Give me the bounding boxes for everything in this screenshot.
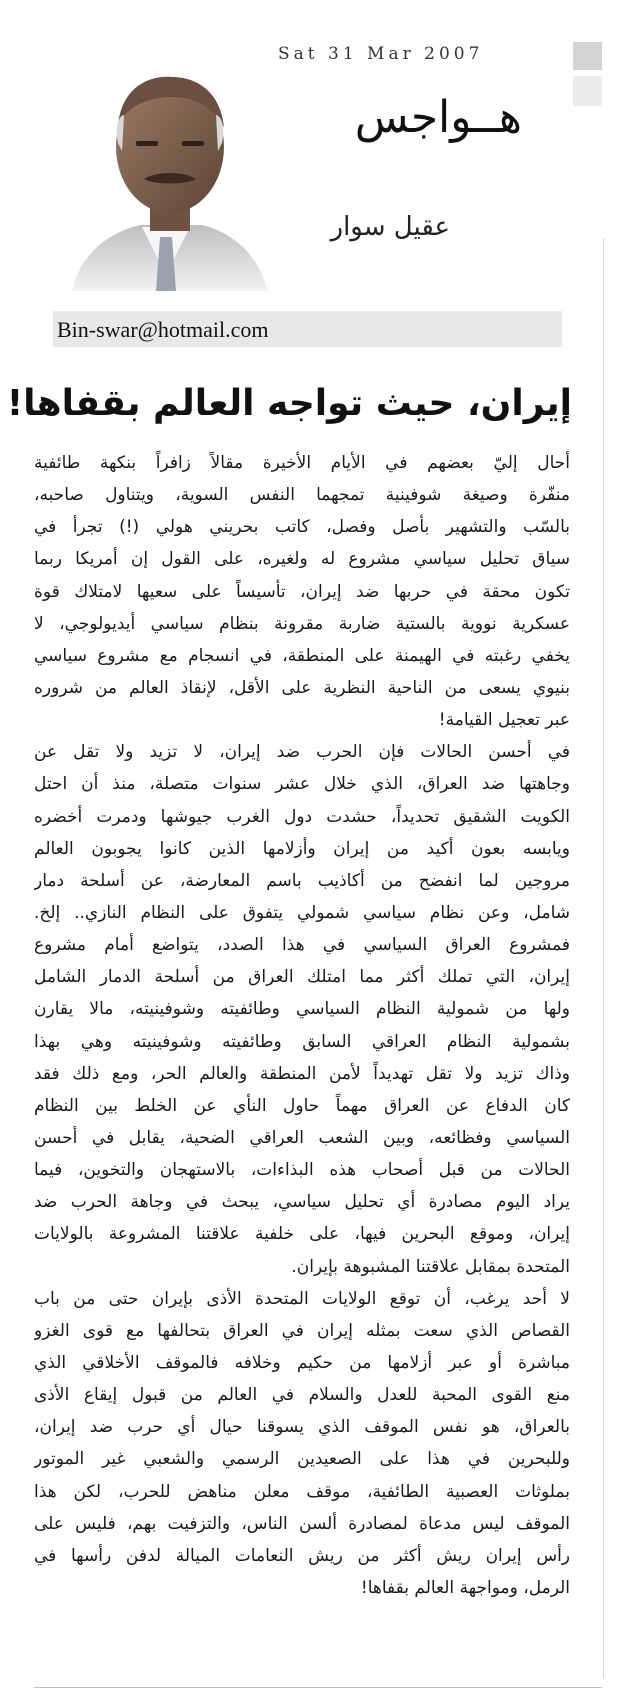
article-line: مباشرة أو عبر أزلامها من حكيم وخلافه فالموقف الأخلاقي الذي: [34, 1352, 570, 1373]
article-line: عبر تعجيل القيامة!: [438, 710, 570, 731]
article-line: ويابسه بعون أكيد من إيران وأزلامها الذين كانوا يجوبون العالم: [34, 838, 570, 859]
author-name: عقيل سوار: [330, 212, 450, 242]
article-line: بملوثات العصبية الطائفية، موقف معلن مناهض للحرب، لكن هذا: [34, 1481, 570, 1502]
article-line: يخفي رغبته في الهيمنة على المنطقة، في انسجام مع مشروع سياسي: [34, 645, 570, 666]
article-line: شامل، وعن نظام سياسي شمولي يتفوق على النظام النازي.. إلخ.: [34, 902, 570, 923]
margin-block: [573, 42, 602, 70]
author-email: Bin-swar@hotmail.com: [57, 317, 269, 342]
article-line: تكون محقة في حربها ضد إيران، تأسيساً على سعيها لامتلاك قوة: [34, 581, 570, 602]
article-line: بالسّب والتشهير بأصل وفصل، كاتب بحريني هولي (!) تجرأ في: [34, 517, 570, 538]
article-line: في أحسن الحالات فإن الحرب ضد إيران، لا تزيد ولا تقل عن: [34, 742, 570, 763]
article-line: الرمل، ومواجهة العالم بقفاها!: [360, 1577, 570, 1598]
article-line: وذاك تزيد ولا تقل تهديداً لأمن المنطقة والعالم الحر، ومع ذلك فقد: [34, 1063, 570, 1084]
article-line: منفّرة وصيغة شوفينية تمجهما النفس السوية، ويتناول صاحبه،: [34, 485, 570, 506]
article-line: بالعراق، هو نفس الموقف الذي يسوقنا حيال أي حرب ضد إيران،: [34, 1417, 570, 1438]
article-line: القصاص الذي سعت بمثله إيران في العراق بتحالفها مع قوى الغزو: [34, 1320, 570, 1341]
article-line: المتحدة بمقابل علاقتنا المشبوهة بإيران.: [291, 1256, 570, 1277]
article-line: الكويت الشقيق تحديداً، حشدت دول الغرب جيوشها ودمرت أخضره: [34, 806, 570, 827]
article-line: أحال إليّ بعضهم في الأيام الأخيرة مقالاً زافراً بنكهة طائفية: [34, 453, 570, 473]
article-line: عسكرية نووية بالستية ضاربة مقرونة بنظام سياسي أيديولوجي، لا: [34, 613, 570, 634]
author-photo: [62, 55, 272, 291]
article-line: وللبحرين في هذا على الصعيدين الرسمي والشعبي غير الموتور: [34, 1449, 570, 1470]
publication-date: Sat 31 Mar 2007: [278, 44, 484, 64]
article-line: كان الدفاع عن العراق مهماً حاول النأي عن الخلط بين النظام: [34, 1095, 570, 1116]
margin-block: [573, 76, 602, 106]
article-line: بشمولية النظام العراقي السابق وطائفيته وشوفينيته وهي بهذا: [34, 1031, 570, 1052]
article-line: وجاهتها ضد العراق، الذي خلال عشر سنوات متصلة، منذ أن احتل: [34, 774, 570, 795]
article-body: [34, 447, 570, 1604]
article-line: بنيوي يسعى من الناحية النظرية على الأقل، لإنقاذ العالم من شروره: [34, 677, 570, 698]
article-line: لا أحد يرغب، أن توقع الولايات المتحدة الأذى بإيران حتى من باب: [34, 1288, 570, 1309]
article-line: فمشروع العراق السياسي في هذا الصدد، يتواضع أمام مشروع: [34, 935, 570, 956]
article-line: سياق تحليل سياسي مشروع له ولغيره، على القول إن أمريكا ربما: [34, 549, 570, 570]
article-line: يراد اليوم مصادرة أي تحليل سياسي، يبحث في وجاهة الحرب ضد: [34, 1192, 570, 1213]
article-line: رأس إيران ريش أكثر من ريش النعامات الميالة لدفن رأسها في: [34, 1545, 570, 1566]
article-line: الحالات من قبل أصحاب هذه البذاءات، بالاستهجان والتخوين، فيما: [34, 1160, 570, 1181]
column-divider: [603, 238, 604, 1678]
article-line: منع القوى المحبة للعدل والسلام في العالم من قبول إيقاع الأذى: [34, 1385, 570, 1406]
article-line: إيران، وموقع البحرين فيها، على خلفية علاقتنا المشروعة بالولايات: [34, 1224, 570, 1245]
article-line: إيران، التي تملك أكثر مما امتلك العراق من أسلحة الدمار الشامل: [34, 967, 570, 988]
article-headline: إيران، حيث تواجه العالم بقفاها!: [6, 383, 572, 424]
article-line: ولها من شمولية النظام السياسي وطائفيته وشوفينيته، مالا يقارن: [34, 999, 570, 1020]
article-line: الموقف ليس مدعاة لمصادرة ألسن الناس، والتزفيت بهم، فليس على: [34, 1513, 570, 1534]
article-line: السياسي وفظائعه، وبين الشعب العراقي الضحية، يقابل في أحسن: [34, 1127, 570, 1148]
bottom-divider: [34, 1687, 602, 1688]
article-line: مروجين لما انفضح من أكاذيب باسم المعارضة، عن أسلحة دمار: [34, 870, 570, 891]
column-title: هــواجس: [354, 92, 522, 143]
